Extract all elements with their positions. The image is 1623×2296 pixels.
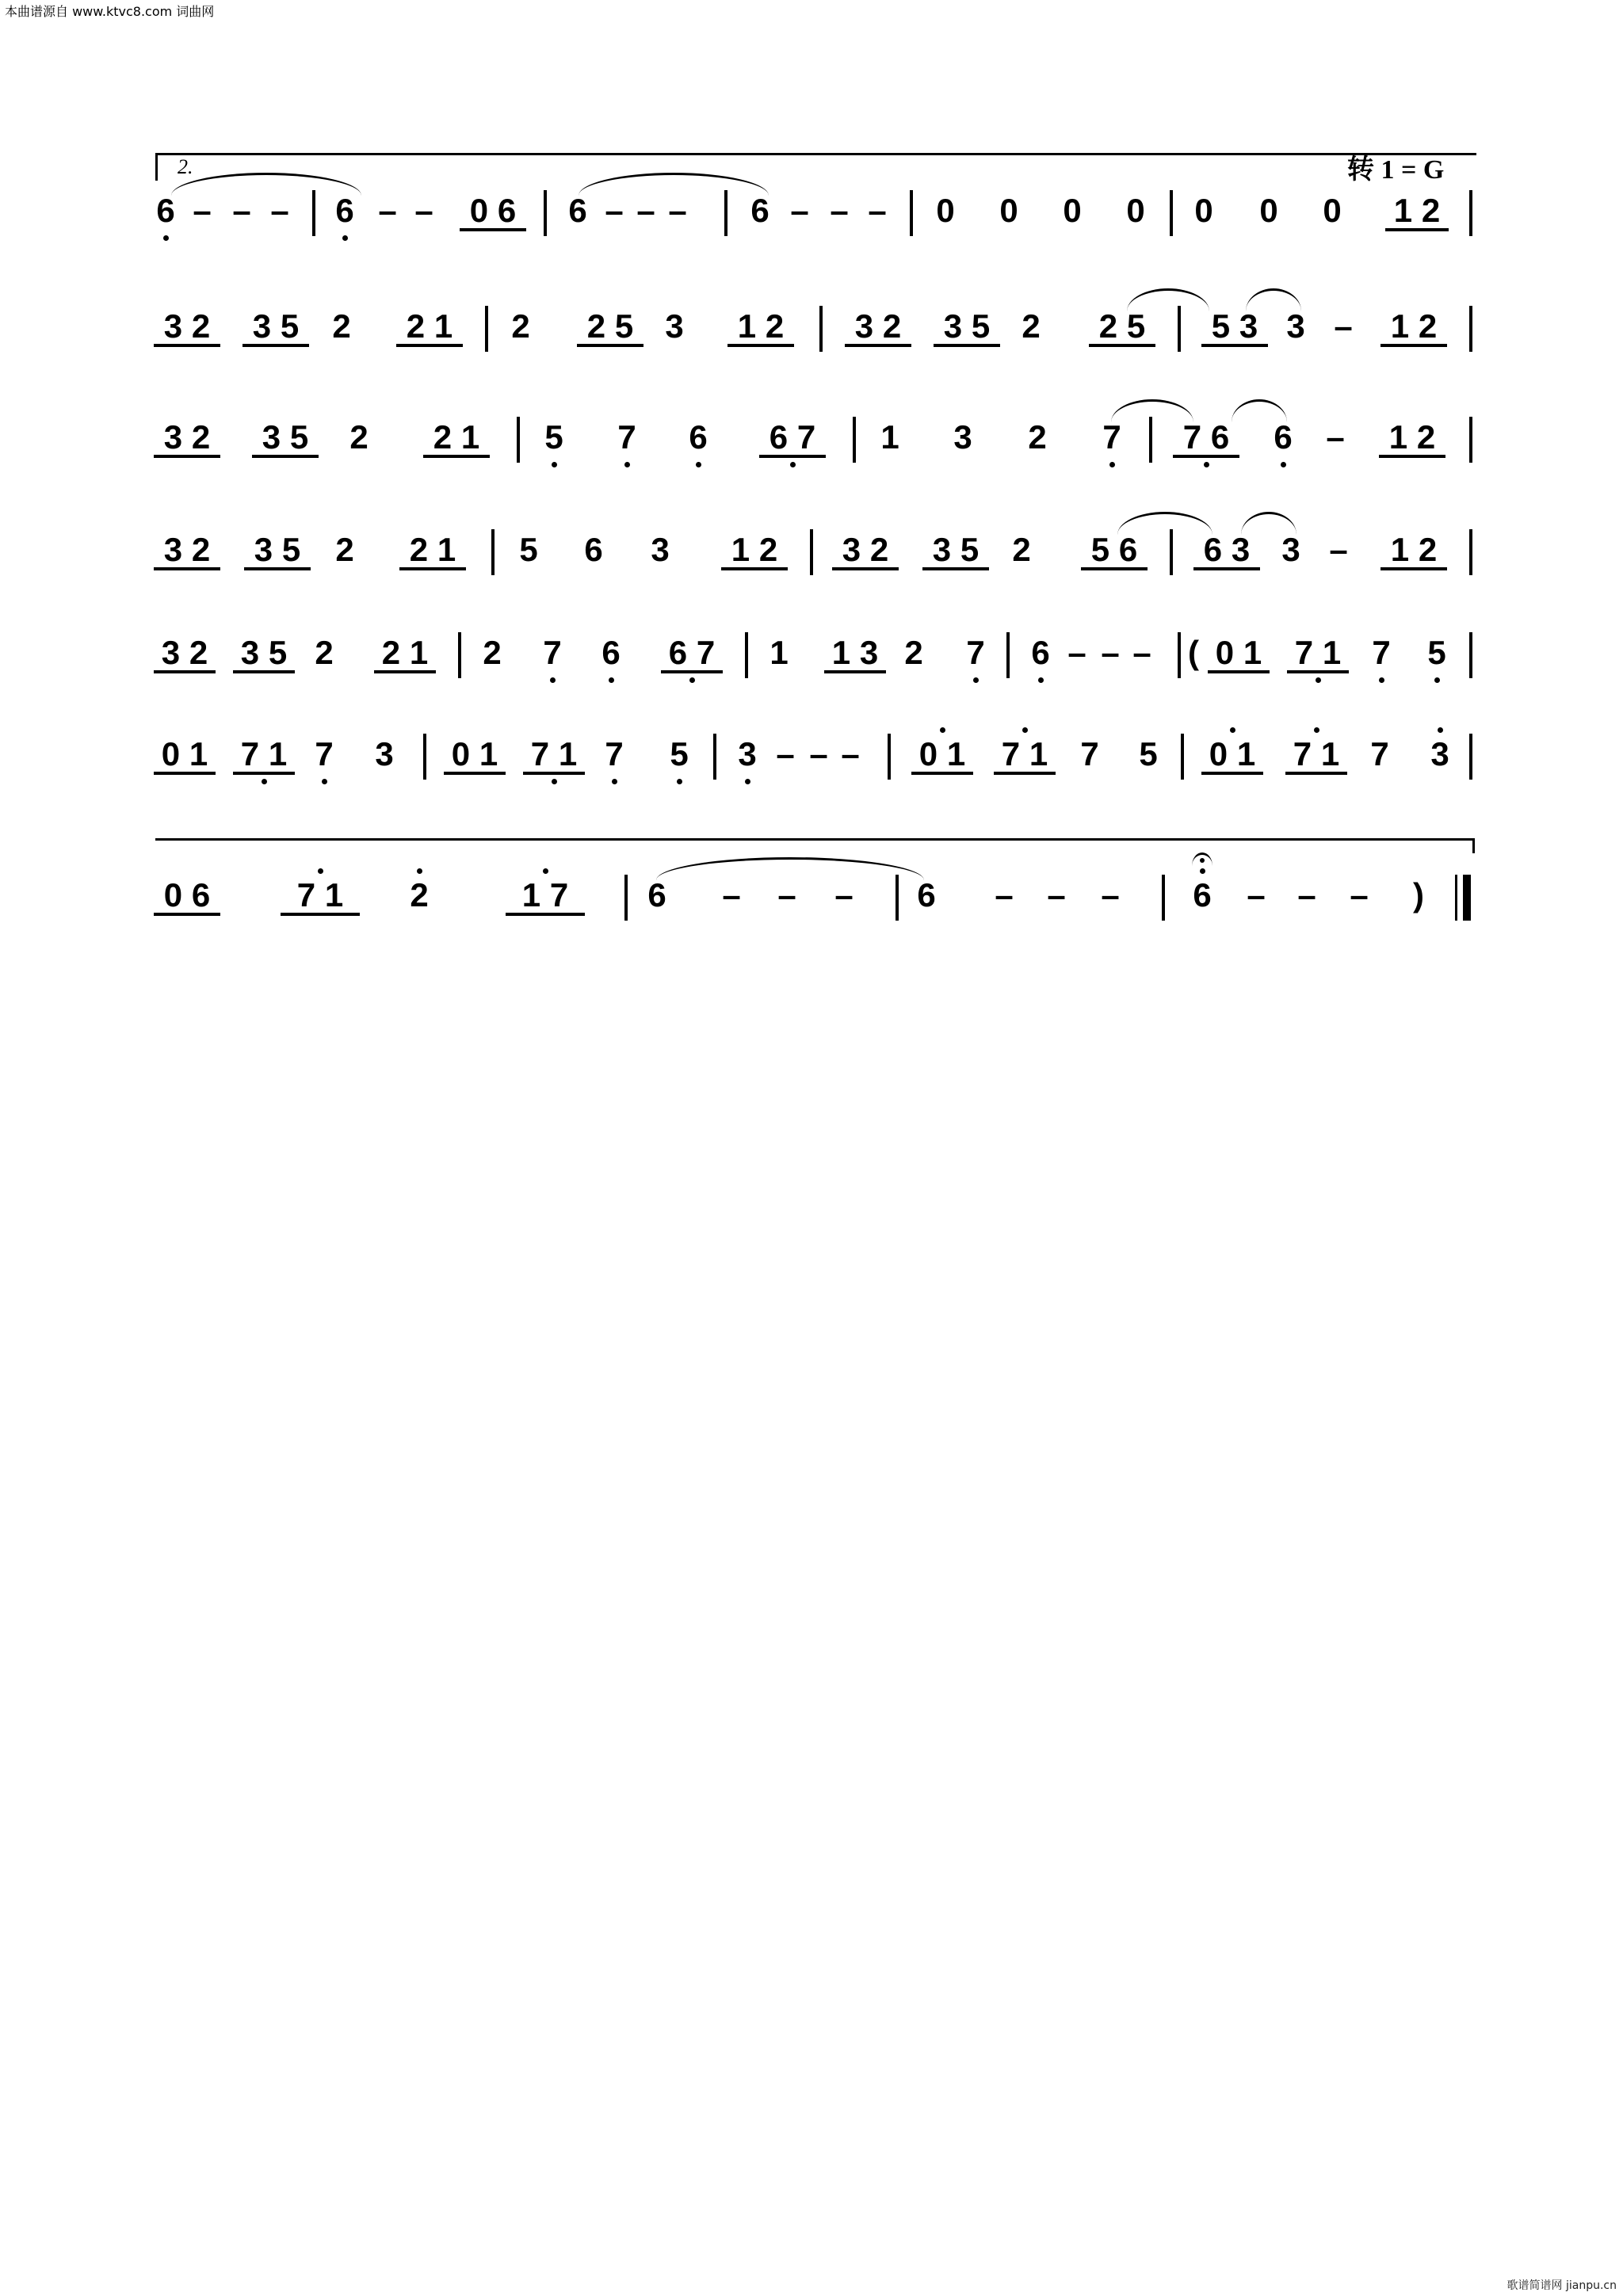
close-paren: ) [1413, 876, 1424, 913]
bar-line [491, 529, 495, 575]
note-group: 0 1 [1203, 735, 1262, 773]
note: 3 [375, 735, 394, 772]
note: 5 [670, 735, 689, 772]
note-group: 2 1 [398, 307, 461, 345]
dash: – [1350, 876, 1369, 913]
note: 5 [519, 531, 538, 568]
note-group: 7 1 [995, 735, 1054, 773]
note: 6 [584, 531, 603, 568]
note-group: 7 1 [235, 735, 293, 773]
dash: – [841, 735, 860, 772]
note: 1 [880, 418, 899, 456]
dash: – [830, 192, 849, 229]
note: 7 [617, 418, 636, 456]
bar-line [853, 417, 856, 463]
footer-watermark: 歌谱简谱网 jianpu.cn [1507, 2279, 1617, 2292]
rest: 0 [1323, 192, 1342, 229]
final-barline-thick [1463, 875, 1471, 921]
bar-line [1170, 190, 1173, 236]
dash: – [668, 192, 687, 229]
note: 7 [543, 634, 562, 671]
note-group: 0 1 [155, 735, 214, 773]
dash: – [193, 192, 212, 229]
note-group: 7 1 [1287, 735, 1346, 773]
note-group: 1 2 [723, 531, 786, 569]
note: 7 [1372, 634, 1391, 671]
key-change-label: 转 1 = G [1347, 155, 1445, 185]
note: 2 [315, 634, 334, 671]
note-group: 2 5 [1090, 307, 1154, 345]
dash: – [790, 192, 809, 229]
dash: – [1329, 531, 1348, 568]
note: 6 [1193, 876, 1212, 913]
dash: – [1334, 307, 1353, 345]
dash: – [605, 192, 624, 229]
note: 2 [349, 418, 369, 456]
note-group: 1 2 [1387, 192, 1447, 230]
rest: 0 [1259, 192, 1278, 229]
note-group: 7 1 [282, 876, 358, 914]
note: 2 [332, 307, 351, 345]
dash: – [1326, 418, 1345, 456]
note-group: 3 2 [155, 634, 214, 672]
note: 7 [1102, 418, 1121, 456]
dash: – [232, 192, 251, 229]
note-group: 3 2 [846, 307, 910, 345]
bar-line [1181, 734, 1184, 780]
note: 2 [1012, 531, 1031, 568]
dash: – [1101, 876, 1120, 913]
dash: – [270, 192, 289, 229]
dash: – [809, 735, 828, 772]
dash: – [722, 876, 741, 913]
note: 3 [665, 307, 684, 345]
note-group: 3 2 [155, 531, 219, 569]
bar-line [745, 632, 748, 678]
bar-line [544, 190, 547, 236]
dash: – [1297, 876, 1316, 913]
note: 3 [1286, 307, 1305, 345]
score-line-1 [155, 179, 1474, 250]
note: 7 [1370, 735, 1389, 772]
rest: 0 [1194, 192, 1213, 229]
note-group: 2 1 [425, 418, 488, 456]
bar-line [458, 632, 461, 678]
note-group: 0 6 [155, 876, 219, 914]
note-group: 1 2 [1381, 418, 1444, 456]
bar-line [1178, 306, 1181, 352]
bar-line [1469, 734, 1472, 780]
note-group: 3 5 [254, 418, 317, 456]
rest: 0 [936, 192, 955, 229]
note: 6 [1274, 418, 1293, 456]
score-line-4 [155, 518, 1474, 589]
note: 7 [605, 735, 624, 772]
note: 6 [1031, 634, 1050, 671]
bar-line [485, 306, 488, 352]
note: 1 [769, 634, 789, 671]
score-line-3 [155, 406, 1474, 477]
score-line-2 [155, 295, 1474, 366]
note: 2 [410, 876, 429, 913]
note: 6 [647, 876, 666, 913]
note: 2 [335, 531, 354, 568]
bar-line [1162, 875, 1165, 921]
note: 6 [917, 876, 936, 913]
dash: – [1047, 876, 1066, 913]
note: 7 [315, 735, 334, 772]
note: 3 [651, 531, 670, 568]
bar-line [724, 190, 727, 236]
note-group: 2 5 [579, 307, 642, 345]
note: 2 [904, 634, 923, 671]
note-group: 0 1 [913, 735, 972, 773]
note-group: 2 1 [401, 531, 464, 569]
note: 6 [156, 192, 175, 229]
dash: – [868, 192, 887, 229]
bar-line [1469, 190, 1472, 236]
note: 6 [750, 192, 769, 229]
fermata-icon [1192, 852, 1212, 866]
note: 2 [483, 634, 502, 671]
note-group: 1 2 [729, 307, 792, 345]
note: 6 [601, 634, 621, 671]
score-line-5 [155, 621, 1474, 692]
bar-line [1006, 632, 1010, 678]
note: 6 [568, 192, 587, 229]
volta-label: 2. [178, 155, 193, 178]
note: 5 [1139, 735, 1158, 772]
note: 5 [1427, 634, 1446, 671]
note: 2 [1028, 418, 1047, 456]
bar-line [896, 875, 899, 921]
dash: – [1101, 634, 1120, 671]
note: 7 [966, 634, 985, 671]
note: 7 [1080, 735, 1099, 772]
note-group: 3 5 [246, 531, 309, 569]
dash: – [1247, 876, 1266, 913]
note-group: 6 3 [1195, 531, 1258, 569]
note-group: 0 1 [445, 735, 504, 773]
note-group: 7 1 [525, 735, 583, 773]
note-group: 1 2 [1382, 307, 1445, 345]
dash: – [995, 876, 1014, 913]
bar-line [312, 190, 315, 236]
note-group: 1 3 [826, 634, 884, 672]
dash: – [777, 876, 796, 913]
bar-line [1469, 529, 1472, 575]
dash: – [1067, 634, 1086, 671]
bar-line [1149, 417, 1152, 463]
bar-line [423, 734, 426, 780]
bar-line [1469, 632, 1472, 678]
note-group: 7 6 [1174, 418, 1238, 456]
note-group: 0 1 [1209, 634, 1268, 672]
bar-line [713, 734, 716, 780]
rest: 0 [999, 192, 1018, 229]
open-paren: ( [1188, 634, 1199, 671]
bar-line [1170, 529, 1173, 575]
bar-line [517, 417, 520, 463]
note: 3 [953, 418, 972, 456]
bar-line [819, 306, 823, 352]
note-group: 6 7 [663, 634, 721, 672]
note-group: 3 5 [235, 634, 293, 672]
tie [1127, 288, 1209, 311]
dash: – [776, 735, 795, 772]
dash: – [636, 192, 655, 229]
dash: – [1132, 634, 1151, 671]
dash: – [414, 192, 433, 229]
note: 2 [1022, 307, 1041, 345]
note: 6 [335, 192, 354, 229]
score-line-7 [155, 864, 1474, 935]
bar-line [1469, 306, 1472, 352]
note: 3 [1430, 735, 1449, 772]
score-line-6 [155, 723, 1474, 794]
bar-line [910, 190, 913, 236]
dash: – [834, 876, 854, 913]
note: 3 [1281, 531, 1300, 568]
note-group: 1 7 [507, 876, 583, 914]
note-group: 0 6 [461, 192, 525, 230]
note: 2 [511, 307, 530, 345]
note-group: 5 6 [1083, 531, 1146, 569]
final-barline-thin [1455, 875, 1457, 921]
note: 5 [544, 418, 563, 456]
rest: 0 [1126, 192, 1145, 229]
bar-line [888, 734, 891, 780]
note-group: 6 7 [761, 418, 824, 456]
note-group: 2 1 [376, 634, 434, 672]
bar-line [1178, 632, 1181, 678]
note-group: 7 1 [1289, 634, 1347, 672]
note: 6 [689, 418, 708, 456]
bar-line [624, 875, 628, 921]
bar-line [1469, 417, 1472, 463]
bar-line [810, 529, 813, 575]
repeat-bracket [155, 838, 1475, 853]
rest: 0 [1063, 192, 1082, 229]
note-group: 5 3 [1203, 307, 1266, 345]
source-note: 本曲谱源自 www.ktvc8.com 词曲网 [5, 4, 215, 19]
note-group: 3 2 [155, 418, 219, 456]
note-group: 3 5 [244, 307, 307, 345]
note: 3 [738, 735, 757, 772]
note-group: 1 2 [1382, 531, 1445, 569]
note-group: 3 5 [935, 307, 999, 345]
note-group: 3 2 [155, 307, 219, 345]
note-group: 3 5 [924, 531, 987, 569]
volta-bracket [155, 153, 1476, 181]
dash: – [378, 192, 397, 229]
note-group: 3 2 [834, 531, 897, 569]
